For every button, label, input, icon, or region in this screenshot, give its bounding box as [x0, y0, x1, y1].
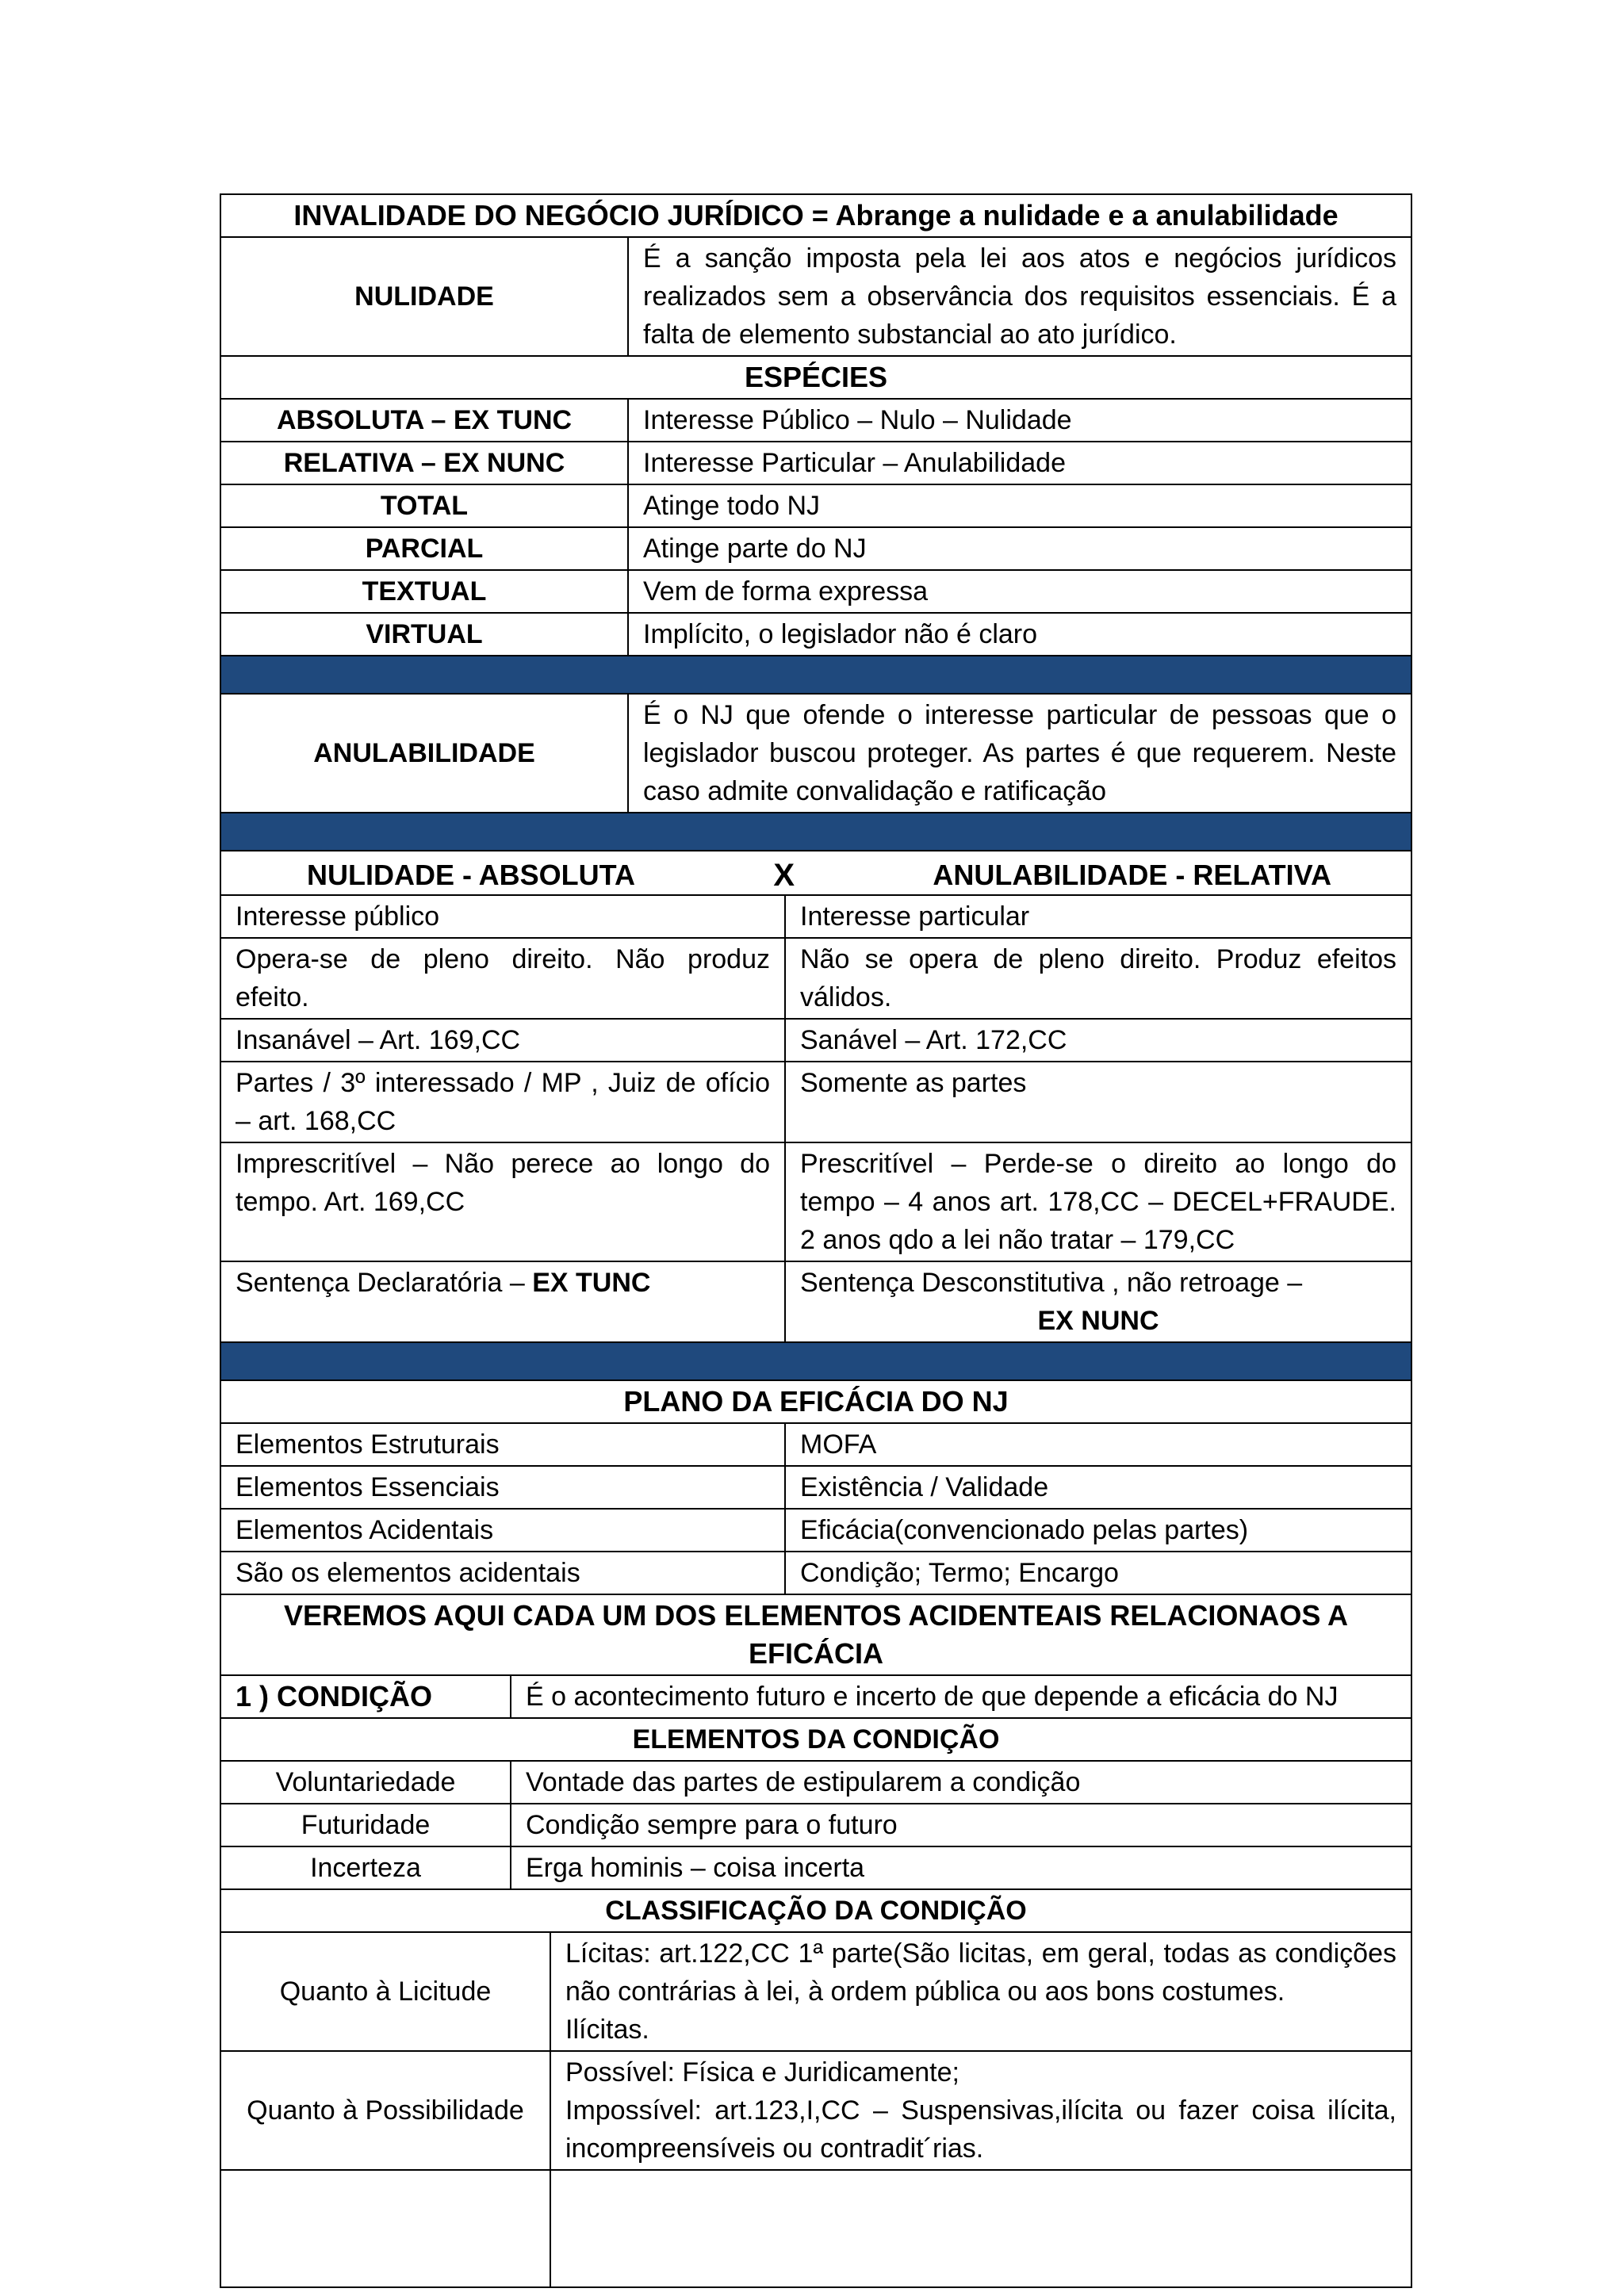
element-desc: Condição sempre para o futuro: [510, 1804, 1411, 1846]
comparison-left: Partes / 3º interessado / MP , Juiz de ofício – art. 168,CC: [236, 1068, 770, 1136]
especies-row: [221, 526, 1411, 569]
empty-row: [221, 2169, 1411, 2286]
classification-term: Quanto à Licitude: [279, 1976, 492, 2007]
comparison-right: Sanável – Art. 172,CC: [784, 1020, 1411, 1061]
especies-desc: Implícito, o legislador não é claro: [627, 614, 1411, 655]
especies-row: [221, 441, 1411, 484]
eficacia-row: [221, 1508, 1411, 1551]
element-term: Voluntariedade: [275, 1767, 456, 1797]
especies-term: RELATIVA – EX NUNC: [283, 448, 565, 478]
especies-term: TEXTUAL: [362, 576, 487, 607]
especies-title-row: [221, 355, 1411, 398]
anulabilidade-label: ANULABILIDADE: [313, 738, 535, 768]
especies-term: VIRTUAL: [366, 619, 483, 649]
nulidade-label: NULIDADE: [354, 281, 494, 312]
element-term: Incerteza: [310, 1853, 421, 1883]
eficacia-left: Elementos Estruturais: [236, 1429, 500, 1460]
ex-nunc-label: EX NUNC: [1037, 1306, 1159, 1336]
eficacia-row: [221, 1551, 1411, 1594]
comparison-right: Não se opera de pleno direito. Produz efeitos válidos.: [784, 939, 1411, 1018]
especies-term: PARCIAL: [365, 534, 484, 564]
comparison-right: Prescritível – Perde-se o direito ao longo do tempo – 4 anos art. 178,CC – DECEL+FRAUDE. 2 anos qdo a lei não tratar – 179,CC: [784, 1143, 1411, 1261]
eficacia-banner: VEREMOS AQUI CADA UM DOS ELEMENTOS ACIDENTEAIS RELACIONAOS A EFICÁCIA: [283, 1599, 1349, 1670]
classification-line: Ilícitas.: [565, 2015, 649, 2045]
anulabilidade-row: [221, 693, 1411, 812]
element-desc: Erga hominis – coisa incerta: [510, 1847, 1411, 1888]
section-divider: [221, 655, 1411, 693]
especies-title: ESPÉCIES: [744, 361, 888, 393]
especies-desc: Atinge parte do NJ: [627, 528, 1411, 569]
classification-line: Lícitas: art.122,CC 1ª parte(São licitas, em geral, todas as condições não contrárias à lei, à ordem pública ou aos bons costumes.: [565, 1938, 1396, 2007]
condicao-row: [221, 1674, 1411, 1717]
eficacia-title: PLANO DA EFICÁCIA DO NJ: [623, 1385, 1009, 1418]
especies-row: [221, 398, 1411, 441]
comparison-row: [221, 894, 1411, 937]
anulabilidade-text: É o NJ que ofende o interesse particular de pessoas que o legislador buscou proteger. As partes é que requerem. Neste caso admite convalidação e ratificação: [627, 695, 1411, 812]
eficacia-title-row: [221, 1380, 1411, 1422]
comparison-right: [784, 1262, 1411, 1341]
elements-title-row: [221, 1717, 1411, 1760]
classification-row: [221, 1931, 1411, 2050]
empty-cell: [550, 2171, 1411, 2286]
condicao-label: 1 ) CONDIÇÃO: [236, 1680, 433, 1712]
eficacia-row: [221, 1422, 1411, 1465]
eficacia-right: MOFA: [784, 1424, 1411, 1465]
comparison-left-title: NULIDADE - ABSOLUTA: [307, 859, 635, 891]
comparison-row: [221, 937, 1411, 1018]
classification-desc: [550, 1933, 1411, 2050]
element-desc: Vontade das partes de estipularem a condição: [510, 1762, 1411, 1803]
eficacia-right: Condição; Termo; Encargo: [784, 1552, 1411, 1594]
comparison-left: Insanável – Art. 169,CC: [236, 1025, 521, 1055]
empty-cell: [221, 2171, 550, 2286]
eficacia-left: São os elementos acidentais: [236, 1558, 580, 1588]
comparison-left: Opera-se de pleno direito. Não produz efeito.: [236, 944, 770, 1012]
comparison-left: Interesse público: [236, 901, 440, 932]
especies-desc: Interesse Particular – Anulabilidade: [627, 442, 1411, 484]
comparison-right: Somente as partes: [784, 1062, 1411, 1142]
comparison-row: [221, 1018, 1411, 1061]
ex-tunc-label: EX TUNC: [532, 1268, 651, 1298]
especies-term: ABSOLUTA – EX TUNC: [276, 405, 573, 435]
comparison-left: Imprescritível – Não perece ao longo do tempo. Art. 169,CC: [236, 1149, 770, 1217]
comparison-left: [221, 1262, 784, 1341]
eficacia-right: Eficácia(convencionado pelas partes): [784, 1510, 1411, 1551]
elements-title: ELEMENTOS DA CONDIÇÃO: [632, 1724, 1000, 1755]
comparison-header-row: [221, 850, 1411, 894]
especies-desc: Vem de forma expressa: [627, 571, 1411, 612]
section-divider: [221, 1341, 1411, 1380]
eficacia-right: Existência / Validade: [784, 1467, 1411, 1508]
classification-title-row: [221, 1888, 1411, 1931]
classification-term: Quanto à Possibilidade: [247, 2095, 524, 2126]
comparison-row: [221, 1261, 1411, 1341]
especies-term: TOTAL: [380, 491, 469, 521]
element-row: [221, 1760, 1411, 1803]
versus-mark: X: [773, 858, 795, 893]
especies-row: [221, 569, 1411, 612]
eficacia-banner-row: [221, 1594, 1411, 1674]
section-divider: [221, 812, 1411, 850]
sentence-desconstitutiva-text: Sentença Desconstitutiva , não retroage –: [800, 1268, 1303, 1298]
classification-title: CLASSIFICAÇÃO DA CONDIÇÃO: [605, 1896, 1027, 1926]
condicao-definition: É o acontecimento futuro e incerto de que depende a eficácia do NJ: [510, 1676, 1411, 1717]
eficacia-left: Elementos Acidentais: [236, 1515, 494, 1545]
document-title: INVALIDADE DO NEGÓCIO JURÍDICO = Abrange a nulidade e a anulabilidade: [293, 199, 1339, 232]
classification-row: [221, 2050, 1411, 2169]
comparison-right-title: ANULABILIDADE - RELATIVA: [933, 859, 1331, 891]
element-term: Futuridade: [301, 1810, 431, 1840]
comparison-right: Interesse particular: [784, 896, 1411, 937]
element-row: [221, 1803, 1411, 1846]
especies-row: [221, 612, 1411, 655]
classification-desc: [550, 2052, 1411, 2169]
comparison-header: [221, 851, 1411, 894]
nulidade-row: [221, 236, 1411, 355]
element-row: [221, 1846, 1411, 1888]
especies-desc: Atinge todo NJ: [627, 485, 1411, 526]
classification-line: Possível: Física e Juridicamente;: [565, 2057, 959, 2087]
especies-desc: Interesse Público – Nulo – Nulidade: [627, 400, 1411, 441]
especies-row: [221, 484, 1411, 526]
comparison-row: [221, 1142, 1411, 1261]
document-table: [220, 193, 1412, 2288]
comparison-row: [221, 1061, 1411, 1142]
nulidade-text: É a sanção imposta pela lei aos atos e negócios jurídicos realizados sem a observância dos requisitos essenciais. É a falta de elemento substancial ao ato jurídico.: [627, 238, 1411, 355]
eficacia-row: [221, 1465, 1411, 1508]
eficacia-left: Elementos Essenciais: [236, 1472, 500, 1502]
sentence-declaratory-text: Sentença Declaratória –: [236, 1268, 533, 1298]
classification-line: Impossível: art.123,I,CC – Suspensivas,ilícita ou fazer coisa ilícita, incompreensíveis ou contradit´rias.: [565, 2095, 1396, 2164]
title-row: [221, 195, 1411, 236]
